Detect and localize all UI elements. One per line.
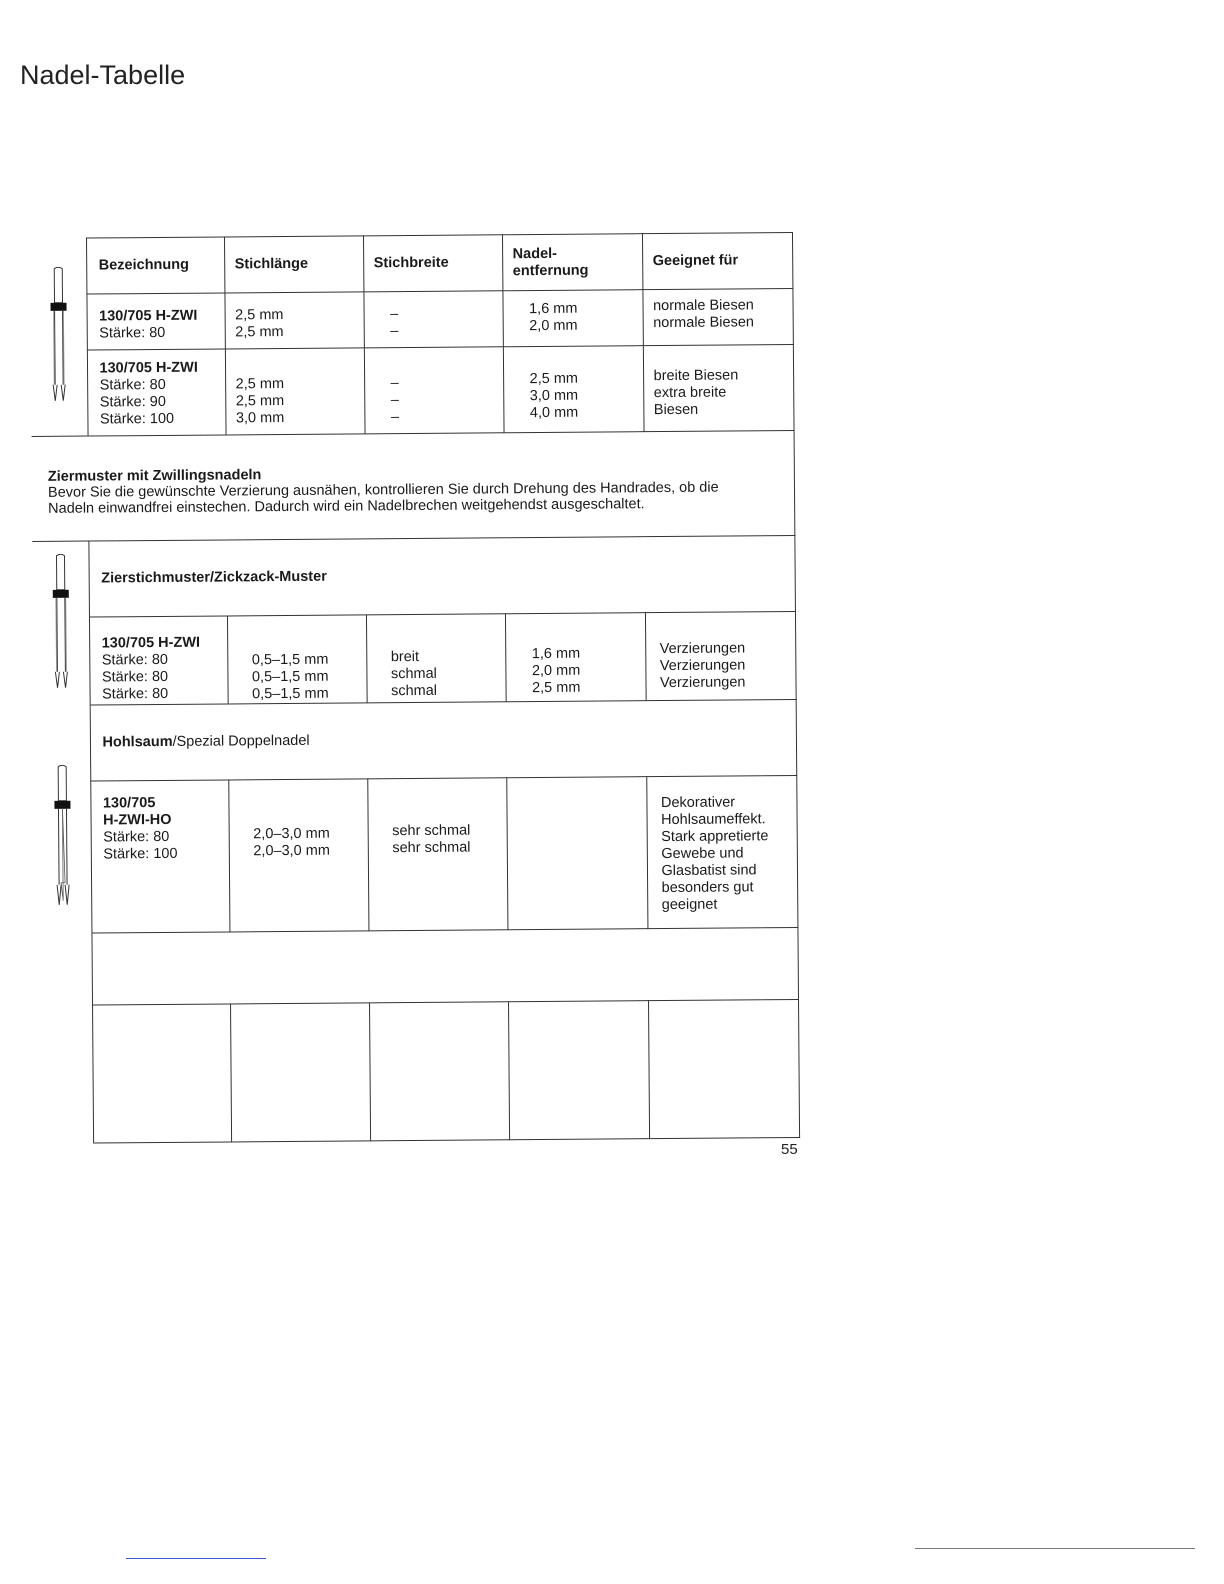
s3-staerke-1: Stärke: 80 [103,828,170,846]
row2-staerke-2: Stärke: 90 [99,393,166,411]
s2-stichlaenge [227,615,367,704]
empty-table-row [36,999,799,1143]
row2-nadelentfernung [503,346,644,433]
table-row [31,345,794,437]
s2-nadelentfernung [505,613,646,702]
header-geeignet-label: Geeignet für [652,252,739,270]
s2-stichbreite [366,614,506,703]
needle-cell-1 [30,238,88,436]
s2-stichbreite-2: schmal [390,665,437,683]
needle-cell-empty [35,933,93,1143]
table-row [30,289,792,351]
row1-name: 130/705 H-ZWI [99,307,198,325]
section2-title: Zierstichmuster/Zickzack-Muster [101,568,327,587]
s2-geeignet-2: Verzierungen [659,657,746,675]
row2-geeignet-1: breite Biesen [653,367,739,385]
section3-title-bold: Hohlsaum [102,733,173,751]
row2-staerke-3: Stärke: 100 [99,410,175,428]
s3-stichbreite [367,778,507,931]
s2-staerke-1: Stärke: 80 [101,651,168,669]
s3-geeignet-5: Glasbatist sind [661,862,757,880]
row2-stichbreite-2: – [390,392,399,409]
needle-band [54,800,70,808]
s3-name-1: 130/705 [102,795,156,812]
empty-band-cell [91,927,798,1005]
twin-needle-icon [48,553,73,693]
s2-nadel-3: 2,5 mm [531,679,581,697]
s2-geeignet-1: Verzierungen [659,640,746,658]
row1-stichbreite-1: – [390,306,399,323]
row1-stichlaenge [224,292,363,349]
needle-band [50,303,66,311]
needle-band [53,589,69,597]
row1-bezeichnung [86,293,224,350]
row2-stichlaenge-3: 3,0 mm [235,410,285,427]
header-stichbreite [363,235,502,292]
needle-cell-3 [34,705,92,933]
s2-bezeichnung [89,616,228,705]
row2-bezeichnung [87,349,226,436]
row1-geeignet [642,289,792,346]
s3-stichbreite-1: sehr schmal [392,822,471,840]
s3-geeignet-1: Dekorativer [660,794,736,812]
row1-stichlaenge-2: 2,5 mm [235,324,284,341]
s3-stichlaenge-1: 2,0–3,0 mm [253,825,330,843]
scan-edge-line-left [126,1558,266,1559]
row1-staerke: Stärke: 80 [99,324,166,342]
header-geeignet [642,233,792,290]
s3-geeignet [646,775,797,928]
s3-staerke-2: Stärke: 100 [103,845,178,863]
section3-title-row [34,700,797,782]
header-stichlaenge [224,236,363,293]
row2-stichlaenge-1: 2,5 mm [235,376,285,393]
s2-name: 130/705 H-ZWI [101,634,201,652]
s2-stichbreite-1: breit [390,648,420,666]
row2-geeignet-3: Biesen [653,401,699,419]
header-nadel-line2: entfernung [512,262,589,279]
section3-title-rest: /Spezial Doppelnadel [172,732,310,750]
row1-stichbreite-2: – [390,323,399,340]
needle-table [30,232,800,1144]
needle-cell-2 [32,541,89,705]
empty-cell-4 [508,1001,649,1140]
row1-geeignet-1: normale Biesen [652,297,754,315]
header-bezeichnung-label: Bezeichnung [98,256,190,274]
row2-staerke-1: Stärke: 80 [99,376,166,394]
row2-geeignet-2: extra breite [653,384,727,402]
page-number: 55 [781,1141,798,1158]
s3-bezeichnung [90,780,229,933]
s2-stichbreite-3: schmal [391,682,438,700]
ziermuster-text: Bevor Sie die gewünschte Verzierung ausnähen, kontrollieren Sie durch Drehung des Handrades, ob die Nadeln einwandfrei einstechen. Dadurch wird ein Nadelbrechen weitgehendst ausgeschaltet. [47,479,719,517]
s3-geeignet-3: Stark appretierte [661,828,769,846]
s2-nadel-1: 1,6 mm [531,645,581,663]
s3-geeignet-4: Gewebe und [661,845,744,863]
row2-nadel-3: 4,0 mm [529,404,579,422]
s2-geeignet-3: Verzierungen [659,674,746,692]
s3-name-2: H-ZWI-HO [103,811,172,829]
row2-nadel-2: 3,0 mm [529,387,579,405]
row2-stichbreite-3: – [390,409,400,426]
s2-stichlaenge-1: 0,5–1,5 mm [251,651,329,669]
row1-nadelentfernung [502,290,642,347]
row1-nadel-1: 1,6 mm [529,300,578,318]
row2-stichlaenge [225,348,365,435]
section2-title-row [32,536,795,618]
row1-stichlaenge-1: 2,5 mm [235,307,284,324]
row2-stichbreite-1: – [390,375,399,392]
row2-stichbreite [364,347,504,434]
header-stichlaenge-label: Stichlänge [234,255,309,273]
row2-name: 130/705 H-ZWI [99,359,198,377]
s3-stichlaenge-2: 2,0–3,0 mm [253,842,330,860]
section3-title-cell [90,700,797,782]
s2-nadel-2: 2,0 mm [531,662,581,680]
row1-geeignet-2: normale Biesen [653,314,754,332]
header-bezeichnung [86,237,224,294]
ziermuster-row [32,431,795,542]
page-title: Nadel-Tabelle [20,60,186,91]
ziermuster-heading: Ziermuster mit Zwillingsnadeln [47,467,262,485]
s2-staerke-2: Stärke: 80 [101,668,169,686]
header-nadelentfernung [502,234,642,291]
scan-edge-line-right [915,1548,1195,1549]
s2-stichlaenge-2: 0,5–1,5 mm [251,668,329,686]
s3-geeignet-6: besonders gut [661,879,754,897]
row2-nadel-1: 2,5 mm [529,370,579,388]
s2-stichlaenge-3: 0,5–1,5 mm [252,685,329,703]
row2-stichlaenge-2: 2,5 mm [235,393,285,410]
empty-cell-5 [648,999,799,1138]
empty-band-row [35,927,798,1005]
empty-cell-2 [230,1003,370,1142]
table-header-row [30,233,792,295]
row2-geeignet [643,345,794,432]
header-nadel-line1: Nadel- [512,245,558,262]
empty-cell-3 [369,1002,509,1141]
s3-stichbreite-2: sehr schmal [392,839,471,857]
s3-stichlaenge [228,779,368,932]
table-row [33,612,796,706]
ziermuster-cell [32,431,795,542]
s3-geeignet-7: geeignet [661,896,718,914]
twin-needle-icon [50,764,75,914]
s2-staerke-3: Stärke: 80 [102,685,169,703]
row1-stichbreite [363,291,502,348]
s2-geeignet [645,612,796,701]
empty-cell-1 [92,1004,231,1143]
ziermuster-note [32,431,794,541]
s3-nadelentfernung [506,777,647,930]
s3-geeignet-2: Hohlsaumeffekt. [661,811,766,829]
row1-nadel-2: 2,0 mm [529,317,578,335]
header-stichbreite-label: Stichbreite [373,254,449,272]
table-row [34,775,797,933]
twin-needle-icon [46,267,71,407]
section2-title-cell [88,536,795,618]
